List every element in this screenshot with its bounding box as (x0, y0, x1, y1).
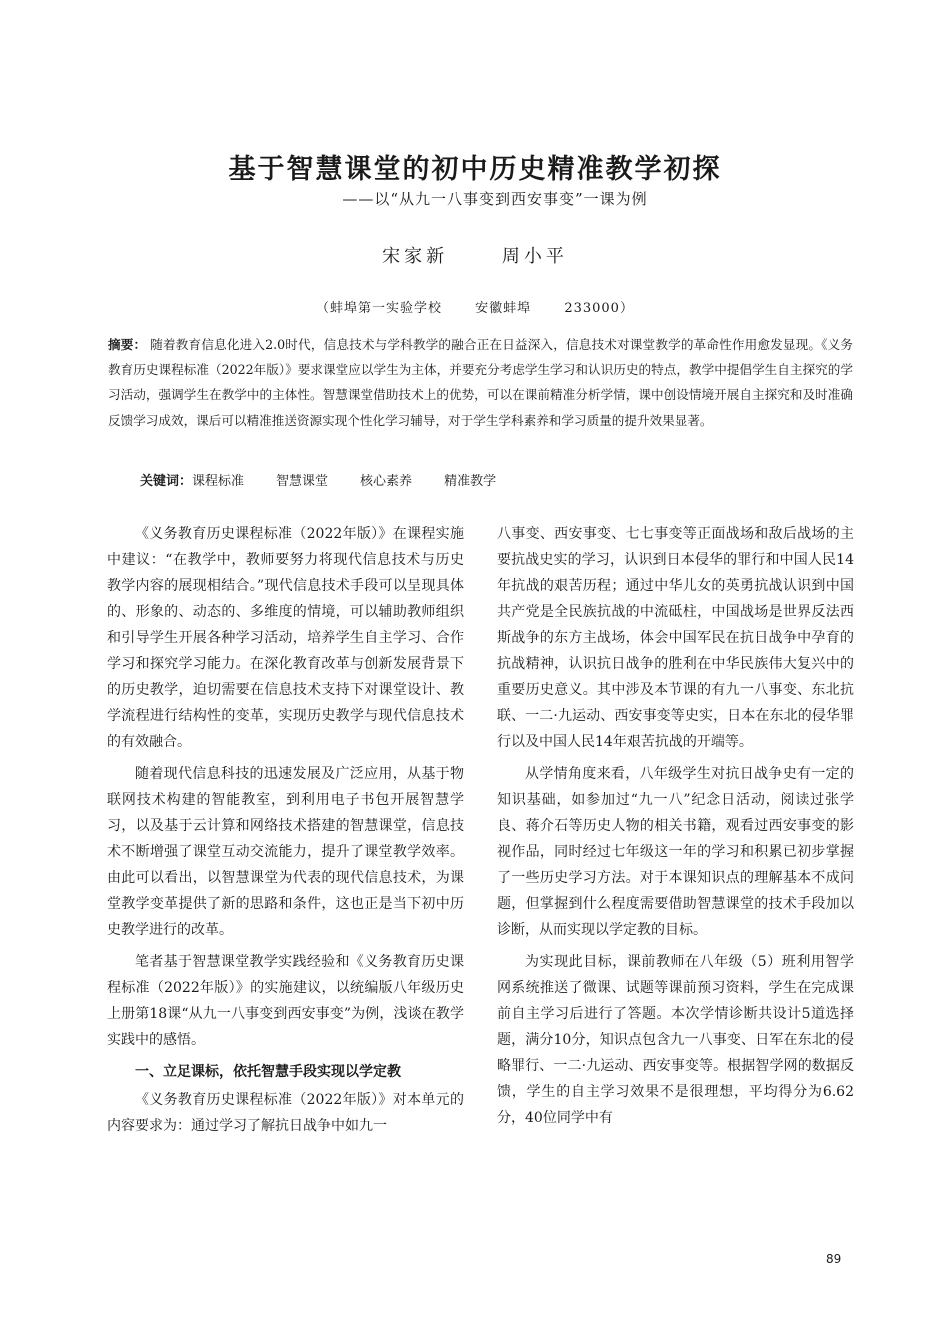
keyword: 课程标准 (192, 474, 245, 489)
abstract (108, 332, 853, 433)
affiliation-school: （蚌埠第一实验学校 (316, 301, 443, 316)
paragraph: 随着现代信息科技的迅速发展及广泛应用，从基于物联网技术构建的智能教室，到利用电子书包开展智慧学习，以及基于云计算和网络技术搭建的智慧课堂，信息技术不断增强了课堂互动交流能力，提升了课堂教学效率。由此可以看出，以智慧课堂为代表的现代信息技术，为课堂教学变革提供了新的思路和条件，这也正是当下初中历史教学进行的改革。 (107, 766, 464, 938)
paragraph: 从学情角度来看，八年级学生对抗日战争史有一定的知识基础，如参加过“九一八”纪念日活动，阅读过张学良、蒋介石等历史人物的相关书籍，观看过西安事变的影视作品，同时经过七年级这一年的学习和积累已初步掌握了一些历史学习方法。对于本课知识点的理解基本不成问题，但掌握到什么程度需要借助智慧课堂的技术手段加以诊断，从而实现以学定教的目标。 (497, 766, 854, 938)
keyword: 核心素养 (360, 474, 413, 489)
affiliation-city: 安徽蚌埠 (475, 301, 532, 316)
paragraph: 《义务教育历史课程标准（2022年版）》对本单元的内容要求为：通过学习了解抗日战争中如九一 (107, 1092, 464, 1134)
paragraph: 《义务教育历史课程标准（2022年版）》在课程实施中建议：“在教学中，教师要努力将现代信息技术与历史教学内容的展现相结合。”现代信息技术手段可以呈现具体的、形象的、动态的、多维度的情境，可以辅助教师组织和引导学生开展各种学习活动，培养学生自主学习、合作学习和探究学习能力。在深化教育改革与创新发展背景下的历史教学，迫切需要在信息技术支持下对课堂设计、教学流程进行结构性的变革，实现历史教学与现代信息技术的有效融合。 (107, 526, 464, 750)
paragraph: 为实现此目标，课前教师在八年级（5）班利用智学网系统推送了微课、试题等课前预习资料，学生在完成课前自主学习后进行了答题。本次学情诊断共设计5道选择题，满分10分，知识点包含九一八事变、日军在东北的侵略罪行、一二·九运动、西安事变等。根据智学网的数据反馈，学生的自主学习效果不是很理想，平均得分为6.62分，40位同学中有 (497, 954, 854, 1126)
author-1: 宋家新 (382, 246, 449, 267)
affiliation (0, 297, 950, 316)
keywords-label: 关键词： (140, 474, 193, 489)
paragraph: 八事变、西安事变、七七事变等正面战场和敌后战场的主要抗战史实的学习，认识到日本侵华的罪行和中国人民14年抗战的艰苦历程；通过中华儿女的英勇抗战认识到中国共产党是全民族抗战的中流砥柱，中国战场是世界反法西斯战争的东方主战场，体会中国军民在抗日战争中孕育的抗战精神，认识抗日战争的胜利在中华民族伟大复兴中的重要历史意义。其中涉及本节课的有九一八事变、东北抗联、一二·九运动、西安事变等史实，日本在东北的侵华罪行以及中国人民14年艰苦抗战的开端等。 (497, 526, 854, 750)
article-title: 基于智慧课堂的初中历史精准教学初探 (228, 154, 722, 185)
keyword: 智慧课堂 (276, 474, 329, 489)
right-column (497, 521, 854, 1137)
page-number: 89 (826, 1252, 842, 1266)
keyword: 精准教学 (444, 474, 497, 489)
affiliation-zip: 233000） (564, 301, 634, 316)
section-heading: 一、立足课标，依托智慧手段实现以学定教 (135, 1064, 401, 1080)
article-subtitle: ——以“从九一八事变到西安事变”一课为例 (342, 190, 648, 208)
keywords (140, 470, 528, 489)
abstract-text: 随着教育信息化进入2.0时代，信息技术与学科教学的融合正在日益深入，信息技术对课堂教学的革命性作用愈发显现。《义务教育历史课程标准（2022年版）》要求课堂应以学生为主体，并要充分考虑学生学习和认识历史的特点，教学中提倡学生自主探究的学习活动，强调学生在教学中的主体性。智慧课堂借助技术上的优势，可以在课前精准分析学情，课中创设情境开展自主探究和及时准确反馈学习成效，课后可以精准推送资源实现个性化学习辅导，对于学生学科素养和学习质量的提升效果显著。 (108, 337, 853, 428)
author-2: 周小平 (501, 246, 568, 267)
authors (0, 242, 950, 268)
abstract-label: 摘要： (108, 337, 147, 352)
left-column (107, 521, 464, 1145)
paragraph: 笔者基于智慧课堂教学实践经验和《义务教育历史课程标准（2022年版）》的实施建议，以统编版八年级历史上册第18课“从九一八事变到西安事变”为例，浅谈在教学实践中的感悟。 (107, 954, 464, 1048)
